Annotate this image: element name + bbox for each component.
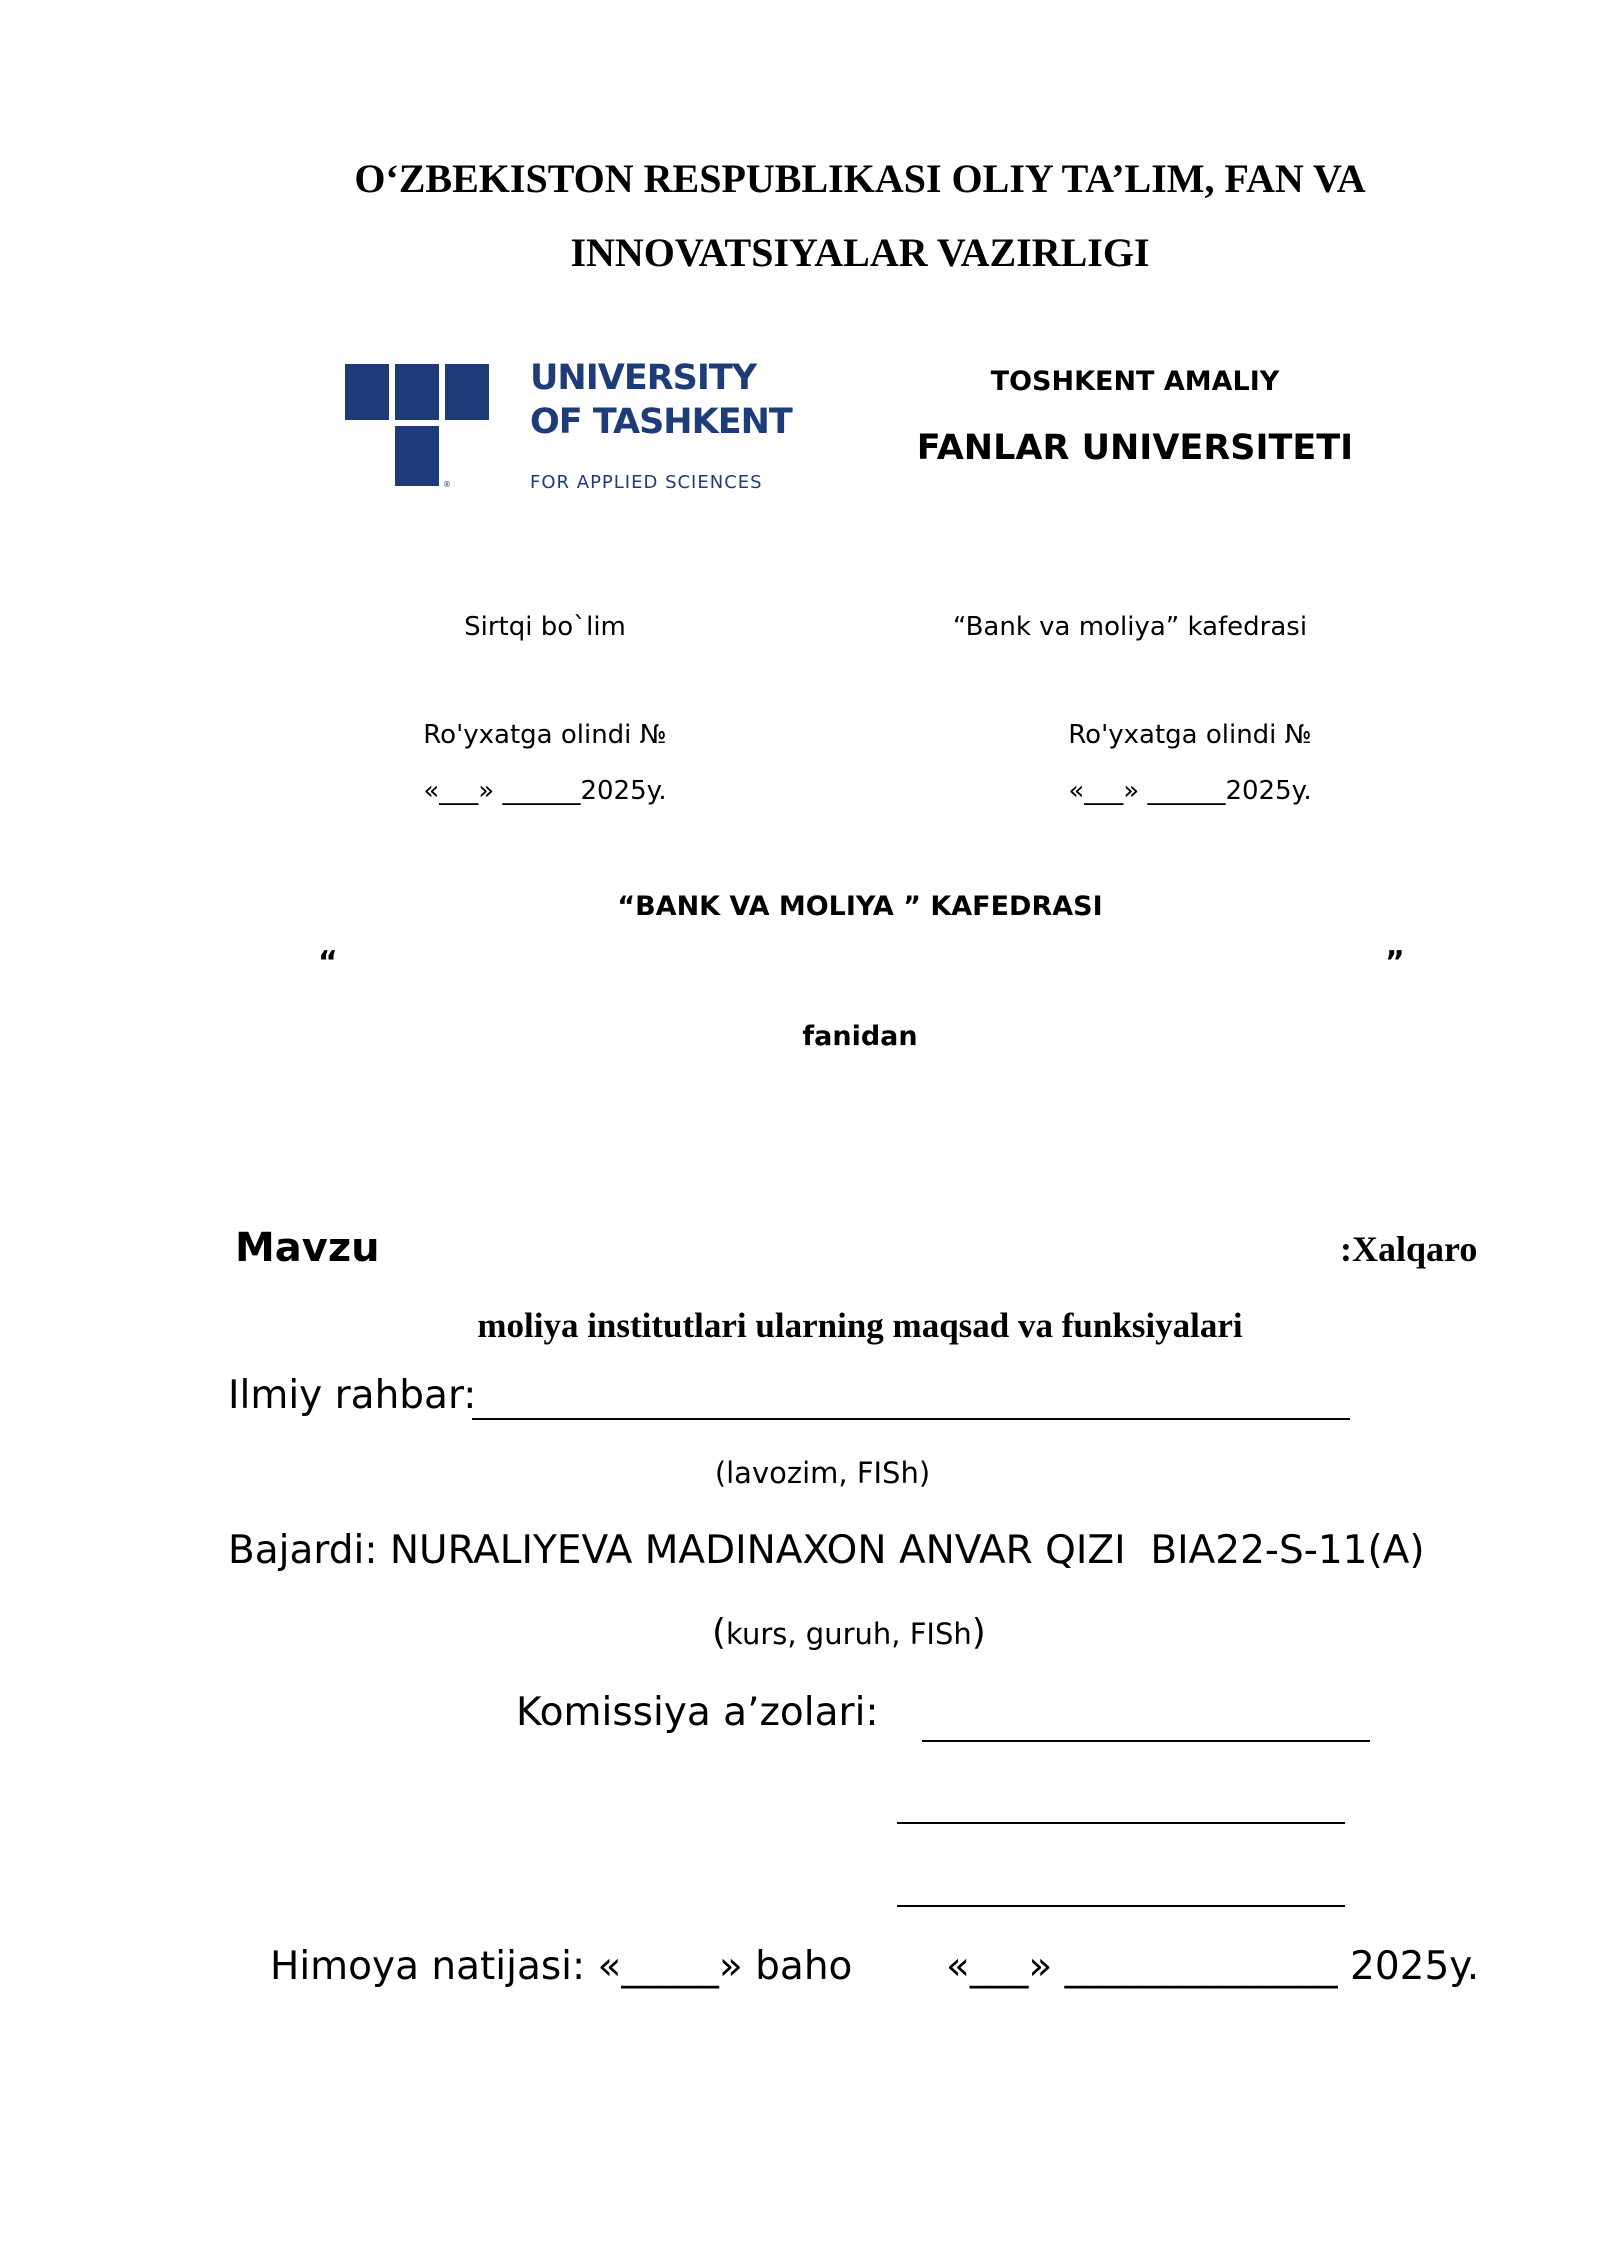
logo-text-university: UNIVERSITY [530, 358, 757, 398]
performed-by-text: Bajardi: NURALIYEVA MADINAXON ANVAR QIZI BIA22-S-11(A) [228, 1528, 1425, 1573]
performed-hint [712, 1612, 986, 1653]
university-logo [345, 358, 792, 502]
performed-hint-open-paren: ( [712, 1612, 727, 1653]
logo-text-applied-sciences: FOR APPLIED SCIENCES [530, 472, 763, 493]
defense-result-grade: Himoya natijasi: «_____» baho [270, 1944, 853, 1989]
subject-close-quote: ” [1385, 945, 1405, 980]
subject-open-quote: “ [318, 945, 338, 980]
supervisor-label: Ilmiy rahbar: [228, 1373, 477, 1418]
commission-blank-line-3 [897, 1905, 1345, 1907]
performed-hint-text: kurs, guruh, FISh [726, 1617, 972, 1651]
performed-hint-close-paren: ) [971, 1612, 986, 1653]
registration-right-date: «___» ______2025y. [1068, 776, 1312, 806]
topic-title-start: :Xalqaro [1340, 1229, 1478, 1269]
department-left: Sirtqi bo`lim [464, 612, 626, 642]
university-name-line1: TOSHKENT AMALIY [990, 366, 1280, 397]
logo-square-3 [445, 364, 489, 420]
logo-square-4 [395, 426, 439, 486]
ministry-title-line1: O‘ZBEKISTON RESPUBLIKASI OLIY TA’LIM, FAN VA [354, 156, 1366, 201]
department-right: “Bank va moliya” kafedrasi [952, 612, 1308, 642]
commission-blank-line-1 [922, 1740, 1370, 1742]
subject-fanidan: fanidan [802, 1021, 918, 1052]
registration-right-label: Ro'yxatga olindi № [1068, 720, 1312, 750]
supervisor-hint: (lavozim, FISh) [714, 1456, 931, 1490]
registration-left-label: Ro'yxatga olindi № [423, 720, 667, 750]
topic-title-line2: moliya institutlari ularning maqsad va funksiyalari [477, 1306, 1243, 1345]
defense-result-date: «___» ______________ 2025y. [946, 1944, 1480, 1989]
university-name-line2: FANLAR UNIVERSITETI [916, 428, 1354, 468]
logo-text-of-tashkent: OF TASHKENT [530, 402, 792, 442]
registration-left-date: «___» ______2025y. [423, 776, 667, 806]
commission-label: Komissiya a’zolari: [516, 1690, 879, 1735]
commission-blank-line-2 [897, 1822, 1345, 1824]
logo-square-1 [345, 364, 389, 420]
logo-registered-mark: ® [443, 480, 451, 489]
kafedra-heading: “BANK VA MOLIYA ” KAFEDRASI [617, 891, 1103, 922]
topic-label: Mavzu [235, 1225, 380, 1271]
logo-square-2 [395, 364, 439, 420]
ministry-title-line2: INNOVATSIYALAR VAZIRLIGI [570, 230, 1150, 275]
supervisor-blank-line [472, 1418, 1350, 1420]
